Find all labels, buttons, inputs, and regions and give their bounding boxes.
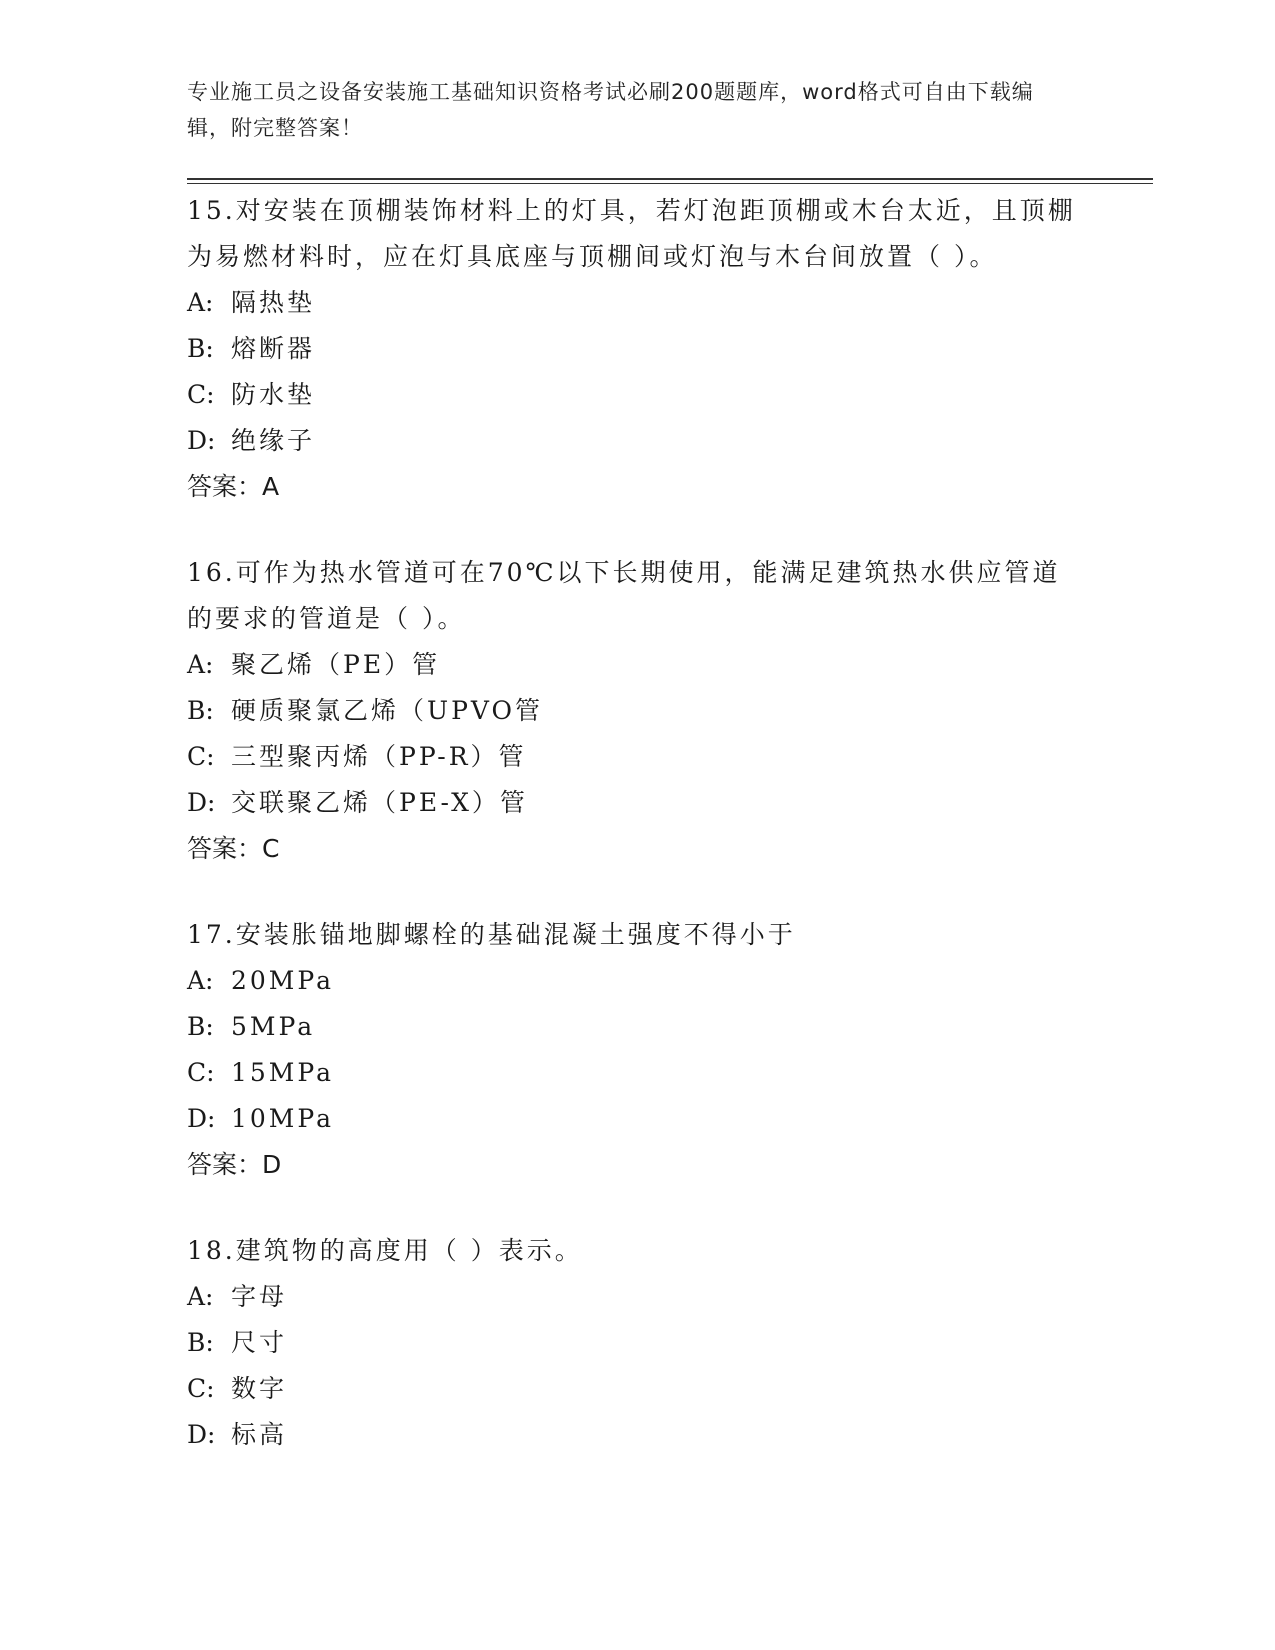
header-divider [187,178,1153,180]
question-16 [187,550,1087,872]
option-letter: D: [187,1104,216,1133]
option-c [187,1050,1087,1096]
option-text: 防水垫 [231,380,316,409]
option-letter: B: [187,1328,214,1357]
answer-text: 答案：D [187,1150,282,1179]
option-a [187,1274,1087,1320]
option-text: 尺寸 [231,1328,288,1357]
option-text: 15MPa [231,1058,335,1087]
option-text: 绝缘子 [231,426,316,455]
option-b [187,1320,1087,1366]
option-text: 10MPa [231,1104,335,1133]
option-letter: C: [187,1058,215,1087]
question-list [187,188,1087,1498]
option-a [187,280,1087,326]
option-b [187,688,1087,734]
option-text: 三型聚丙烯（PP-R）管 [231,742,527,771]
option-letter: C: [187,1374,215,1403]
question-text: 16.可作为热水管道可在70℃以下长期使用，能满足建筑热水供应管道的要求的管道是（ ）。 [187,558,1061,633]
option-d [187,780,1087,826]
option-text: 熔断器 [231,334,316,363]
option-letter: B: [187,696,214,725]
option-letter: D: [187,426,216,455]
option-letter: C: [187,742,215,771]
option-text: 20MPa [231,966,335,995]
option-text: 数字 [231,1374,288,1403]
option-d [187,418,1087,464]
question-15 [187,188,1087,510]
option-a [187,958,1087,1004]
option-b [187,326,1087,372]
question-text: 17.安装胀锚地脚螺栓的基础混凝土强度不得小于 [187,920,796,949]
option-text: 交联聚乙烯（PE-X）管 [231,788,528,817]
option-text: 字母 [231,1282,288,1311]
option-b [187,1004,1087,1050]
option-d [187,1412,1087,1458]
option-letter: B: [187,334,214,363]
option-c [187,734,1087,780]
option-d [187,1096,1087,1142]
option-text: 5MPa [231,1012,316,1041]
option-letter: D: [187,1420,216,1449]
option-letter: A: [187,650,214,679]
question-text: 15.对安装在顶棚装饰材料上的灯具，若灯泡距顶棚或木台太近，且顶棚为易燃材料时，应在灯具底座与顶棚间或灯泡与木台间放置（ ）。 [187,196,1076,271]
option-letter: A: [187,1282,214,1311]
option-text: 标高 [231,1420,288,1449]
option-text: 隔热垫 [231,288,316,317]
question-17 [187,912,1087,1188]
option-letter: D: [187,788,216,817]
answer-text: 答案：C [187,834,280,863]
option-text: 硬质聚氯乙烯（UPVO管 [231,696,544,725]
question-18 [187,1228,1087,1458]
option-letter: C: [187,380,215,409]
option-text: 聚乙烯（PE）管 [231,650,441,679]
option-letter: A: [187,288,214,317]
document-header: 专业施工员之设备安装施工基础知识资格考试必刷200题题库，word格式可自由下载编辑，附完整答案！ [187,80,1034,140]
header-divider-thin [187,183,1153,184]
option-c [187,372,1087,418]
option-a [187,642,1087,688]
answer-text: 答案：A [187,472,280,501]
option-letter: B: [187,1012,214,1041]
option-letter: A: [187,966,214,995]
question-text: 18.建筑物的高度用（ ）表示。 [187,1236,583,1265]
option-c [187,1366,1087,1412]
